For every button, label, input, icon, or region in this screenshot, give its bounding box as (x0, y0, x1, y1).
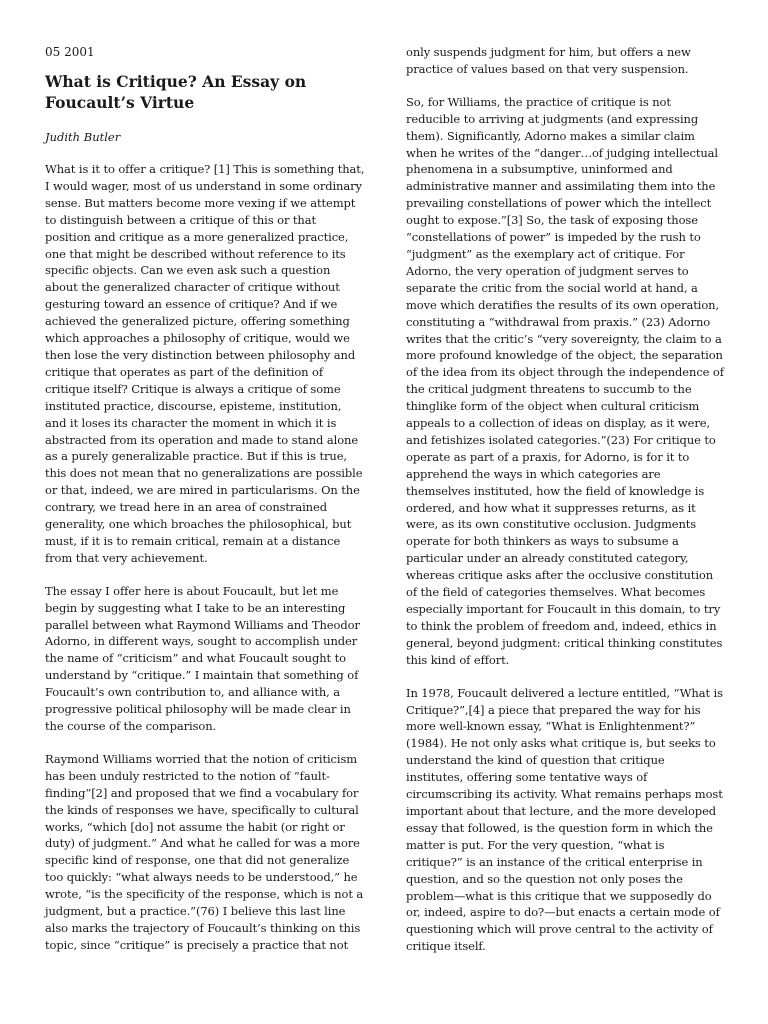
article-title: What is Critique? An Essay on Foucault’s Virtue (45, 72, 307, 112)
right-column (406, 44, 724, 971)
paragraph: In 1978, Foucault delivered a lecture entitled, “What is Critique?”,[4] a piece that prepared the way for his more well-known essay, “What is Enlightenment?” (1984). He not only asks what critique is, but seeks to understand the kind of question that critique institutes, offering some tentative ways of circumscribing its activity. What remains perhaps most important about that lecture, and the more developed essay that followed, is the question form in which the matter is put. For the very question, “what is critique?” is an instance of the critical enterprise in question, and so the question not only poses the problem—what is this critique that we supposedly do or, indeed, aspire to do?—but enacts a certain mode of questioning which will prove central to the activity of critique itself. (406, 685, 723, 954)
paragraph: only suspends judgment for him, but offers a new practice of values based on that very suspension. (406, 45, 691, 76)
paragraph: The essay I offer here is about Foucault, but let me begin by suggesting what I take to be an interesting parallel between what Raymond Williams and Theodor Adorno, in different ways, sought to accomplish under the name of “criticism” and what Foucault sought to understand by “critique.” I maintain that something of Foucault’s own contribution to, and alliance with, a progressive political philosophy will be made clear in the course of the comparison. (45, 583, 360, 733)
paragraph: So, for Williams, the practice of critique is not reducible to arriving at judgments (and expressing them). Significantly, Adorno makes a similar claim when he writes of the “danger…of judging intellectual phenomena in a subsumptive, uninformed and administrative manner and assimilating them into the prevailing constellations of power which the intellect ought to expose.”[3] So, the task of exposing those “constellations of power” is impeded by the rush to “judgment” as the exemplary act of critique. For Adorno, the very operation of judgment serves to separate the critic from the social world at hand, a move which deratifies the results of its own operation, constituting a “withdrawal from praxis.” (23) Adorno writes that the critic’s “very sovereignty, the claim to a more profound knowledge of the object, the separation of the idea from its object through the independence of the critical judgment threatens to succumb to the thinglike form of the object when cultural criticism appeals to a collection of ideas on display, as it were, and fetishizes isolated categories.”(23) For critique to operate as part of a praxis, for Adorno, is for it to apprehend the ways in which categories are themselves instituted, how the field of knowledge is ordered, and how what it suppresses returns, as it were, as its own constitutive occlusion. Judgments operate for both thinkers as ways to subsume a particular under an already constituted category, whereas critique asks after the occlusive constitution of the field of categories themselves. What becomes especially important for Foucault in this domain, to try to think the problem of freedom and, indeed, ethics in general, beyond judgment: critical thinking constitutes this kind of effort. (406, 94, 724, 667)
left-column (45, 44, 365, 970)
issue-date: 05 2001 (45, 45, 95, 59)
paragraph: What is it to offer a critique? [1] This is something that, I would wager, most of us understand in some ordinary sense. But matters become more vexing if we attempt to distinguish between a critique of this or that position and critique as a more generalized practice, one that might be described without reference to its specific objects. Can we even ask such a question about the generalized character of critique without gesturing toward an essence of critique? And if we achieved the generalized picture, offering something which approaches a philosophy of critique, would we then lose the very distinction between philosophy and critique that operates as part of the definition of critique itself? Critique is always a critique of some instituted practice, discourse, episteme, institution, and it loses its character the moment in which it is abstracted from its operation and made to stand alone as a purely generalizable practice. But if this is true, this does not mean that no generalizations are possible or that, indeed, we are mired in particularisms. On the contrary, we tread here in an area of constrained generality, one which broaches the philosophical, but must, if it is to remain critical, remain at a distance from that very achievement. (45, 162, 365, 565)
author-name: Judith Butler (45, 130, 121, 144)
paragraph: Raymond Williams worried that the notion of criticism has been unduly restricted to the notion of “fault-finding”[2] and proposed that we find a vocabulary for the kinds of responses we have, specifically to cultural works, “which [do] not assume the habit (or right or duty) of judgment.” And what he called for was a more specific kind of response, one that did not generalize too quickly: “what always needs to be understood,” he wrote, “is the specificity of the response, which is not a judgment, but a practice.”(76) I believe this last line also marks the trajectory of Foucault’s thinking on this topic, since “critique” is precisely a practice that not (45, 751, 364, 952)
